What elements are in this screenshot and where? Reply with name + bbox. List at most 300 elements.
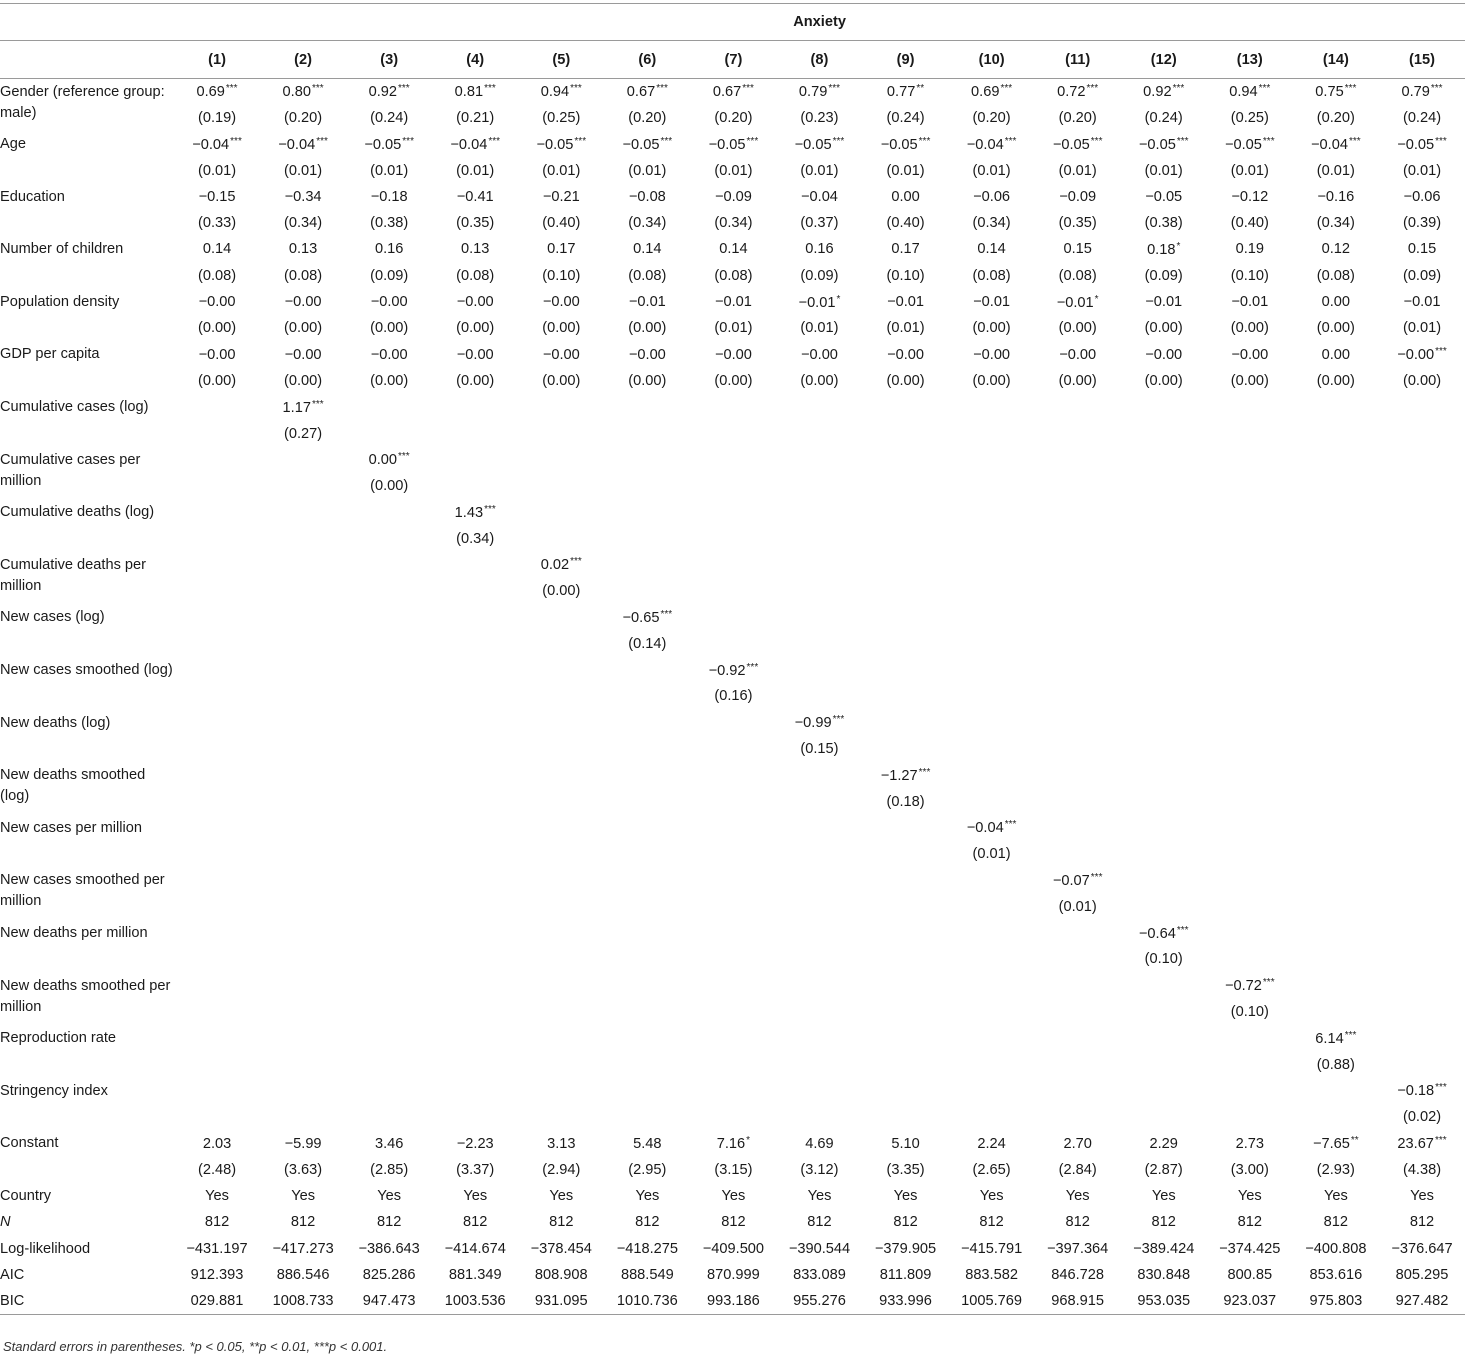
coefficient-cell: [690, 394, 776, 420]
standard-error-cell: [1379, 473, 1465, 499]
stat-value-cell: −390.544: [788, 1240, 851, 1257]
table-note: Standard errors in parentheses. *p < 0.05, **p < 0.01, ***p < 0.001.: [3, 1339, 388, 1354]
coefficient-cell: [174, 867, 260, 893]
coefficient-cell: [1207, 604, 1293, 630]
stat-value-cell: Yes: [1410, 1188, 1434, 1205]
coefficient-cell: [518, 394, 604, 420]
coef-value: −0.05: [364, 136, 402, 153]
significance-stars: **: [1350, 1135, 1359, 1147]
standard-error-cell: [949, 736, 1035, 762]
coefficient-cell: [432, 710, 518, 736]
coef-value: −0.05: [536, 136, 574, 153]
coef-value: −0.92: [708, 662, 746, 679]
standard-error-cell: (2.87): [1144, 1161, 1183, 1178]
significance-stars: ***: [1430, 83, 1443, 95]
coefficient-cell: [1293, 1025, 1379, 1051]
coefficient-cell: −0.15: [198, 188, 236, 205]
standard-error-cell: [518, 894, 604, 920]
coefficient-cell: [690, 762, 776, 788]
standard-error-cell: [863, 631, 949, 657]
standard-error-cell: [518, 420, 604, 446]
coefficient-cell: [690, 447, 776, 473]
standard-error-cell: [518, 683, 604, 709]
standard-error-cell: (0.40): [886, 215, 925, 232]
coefficient-cell: [1035, 1025, 1121, 1051]
coefficient-cell: [1121, 710, 1207, 736]
coefficient-cell: [1207, 762, 1293, 788]
coef-value: 0.81: [454, 84, 484, 101]
standard-error-cell: [604, 841, 690, 867]
coef-value: −0.64: [1138, 925, 1176, 942]
coefficient-cell: [432, 815, 518, 841]
standard-error-cell: [690, 1104, 776, 1130]
coefficient-cell: [604, 973, 690, 999]
coef-value: −0.05: [1138, 136, 1176, 153]
coefficient-cell: 4.69: [805, 1135, 834, 1152]
coef-value: −0.01: [798, 294, 836, 311]
standard-error-cell: [1379, 999, 1465, 1025]
coefficient-cell: 0.14: [977, 241, 1006, 258]
row-label: Reproduction rate: [0, 1030, 117, 1047]
standard-error-cell: [949, 1051, 1035, 1077]
standard-error-cell: [1207, 894, 1293, 920]
standard-error-cell: (0.00): [284, 372, 323, 389]
stat-value-cell: −397.364: [1047, 1240, 1109, 1257]
standard-error-cell: [604, 473, 690, 499]
stat-value-cell: 870.999: [707, 1267, 760, 1283]
standard-error-cell: [604, 683, 690, 709]
standard-error-cell: (0.10): [1230, 267, 1269, 284]
coefficient-cell: [1121, 920, 1207, 946]
coefficient-cell: [346, 499, 432, 525]
coefficient-cell: [776, 815, 862, 841]
standard-error-cell: [776, 1104, 862, 1130]
stat-value-cell: 955.276: [776, 1288, 862, 1314]
coefficient-cell: [346, 657, 432, 683]
coefficient-cell: [1379, 657, 1465, 683]
coef-value: 0.80: [282, 84, 311, 101]
standard-error-cell: [432, 631, 518, 657]
coef-value: 0.18: [1147, 241, 1176, 258]
coefficient-cell: [1207, 867, 1293, 893]
coefficient-cell: [432, 79, 518, 105]
table-row: [0, 131, 1465, 157]
standard-error-cell: [604, 1104, 690, 1130]
coefficient-cell: [1121, 236, 1207, 262]
coefficient-cell: [949, 499, 1035, 525]
coefficient-cell: −0.34: [284, 188, 322, 205]
coefficient-cell: [174, 552, 260, 578]
standard-error-cell: [260, 1051, 346, 1077]
coefficient-cell: [1207, 79, 1293, 105]
coefficient-cell: [260, 499, 346, 525]
coef-value: −0.04: [1311, 136, 1348, 153]
coefficient-cell: [863, 79, 949, 105]
coefficient-cell: [174, 710, 260, 736]
standard-error-cell: [346, 683, 432, 709]
standard-error-cell: [1379, 683, 1465, 709]
significance-stars: ***: [1090, 872, 1103, 884]
coefficient-cell: −5.99: [284, 1135, 322, 1152]
coefficient-cell: [776, 762, 862, 788]
coefficient-cell: [1035, 447, 1121, 473]
standard-error-cell: [1207, 683, 1293, 709]
stat-value-cell: −418.275: [616, 1240, 678, 1257]
coef-value: 0.67: [626, 84, 656, 101]
significance-stars: ***: [398, 451, 410, 463]
coefficient-cell: −0.00: [542, 346, 580, 363]
significance-stars: *: [1094, 293, 1099, 305]
coefficient-cell: [604, 394, 690, 420]
stat-value-cell: Yes: [1323, 1188, 1348, 1205]
standard-error-cell: [1293, 420, 1379, 446]
standard-error-row: [0, 736, 1465, 762]
standard-error-cell: (0.01): [714, 162, 753, 179]
column-header: (1): [174, 41, 260, 79]
coef-value: −0.05: [1052, 136, 1090, 153]
coefficient-cell: [174, 499, 260, 525]
standard-error-cell: (3.12): [800, 1161, 839, 1178]
standard-error-cell: (0.01): [1402, 162, 1442, 179]
standard-error-cell: (0.00): [542, 320, 581, 337]
standard-error-cell: (0.38): [370, 215, 409, 232]
significance-stars: ***: [746, 135, 759, 147]
standard-error-cell: (0.09): [800, 267, 839, 284]
coefficient-cell: [518, 499, 604, 525]
standard-error-cell: [346, 1051, 432, 1077]
coef-value: −0.18: [1397, 1083, 1435, 1100]
coefficient-cell: [1207, 710, 1293, 736]
standard-error-cell: [1121, 473, 1207, 499]
coefficient-cell: −0.41: [456, 188, 494, 205]
coef-value: −0.05: [708, 136, 746, 153]
coef-value: 0.79: [1401, 84, 1430, 101]
coefficient-cell: [1121, 552, 1207, 578]
coefficient-cell: [863, 973, 949, 999]
coefficient-cell: −0.09: [714, 188, 752, 205]
coefficient-cell: [260, 867, 346, 893]
coefficient-cell: [1035, 289, 1121, 315]
standard-error-cell: [1379, 894, 1465, 920]
significance-stars: ***: [1262, 135, 1275, 147]
standard-error-row: [0, 578, 1465, 604]
standard-error-cell: (0.00): [197, 320, 237, 337]
coefficient-cell: [1207, 394, 1293, 420]
significance-stars: ***: [1435, 135, 1447, 147]
coefficient-cell: 0.12: [1321, 241, 1351, 258]
coef-value: −1.27: [880, 767, 918, 784]
coefficient-cell: [518, 447, 604, 473]
standard-error-cell: [346, 789, 432, 815]
coefficient-cell: [518, 552, 604, 578]
coefficient-cell: [518, 920, 604, 946]
row-label: Education: [0, 188, 65, 205]
standard-error-row: [0, 368, 1465, 394]
stat-value-cell: 812: [1409, 1214, 1435, 1231]
coefficient-cell: [604, 447, 690, 473]
standard-error-cell: [260, 526, 346, 552]
coefficient-cell: [1379, 815, 1465, 841]
coefficient-cell: [863, 131, 949, 157]
coefficient-cell: [1379, 710, 1465, 736]
standard-error-cell: (0.01): [197, 162, 237, 179]
significance-stars: ***: [660, 135, 673, 147]
coefficient-cell: [690, 552, 776, 578]
coefficient-cell: 0.17: [891, 241, 920, 258]
stat-value-cell: 927.482: [1379, 1288, 1465, 1314]
standard-error-cell: (0.00): [972, 320, 1011, 337]
significance-stars: ***: [1262, 977, 1275, 989]
coefficient-cell: [1379, 1130, 1465, 1156]
coefficient-cell: [776, 867, 862, 893]
coefficient-cell: [346, 131, 432, 157]
standard-error-cell: (2.85): [370, 1161, 409, 1178]
standard-error-cell: [949, 631, 1035, 657]
stat-value-cell: Yes: [1151, 1188, 1176, 1205]
row-label: Number of children: [0, 241, 124, 258]
coefficient-cell: −0.16: [1317, 188, 1355, 205]
coefficient-cell: −0.01: [628, 294, 666, 311]
coefficient-cell: [346, 867, 432, 893]
standard-error-cell: [863, 1051, 949, 1077]
coefficient-cell: −0.00: [1231, 346, 1269, 363]
significance-stars: ***: [488, 135, 501, 147]
standard-error-cell: [1035, 1104, 1121, 1130]
coefficient-cell: [1293, 920, 1379, 946]
column-header: (13): [1207, 41, 1293, 79]
coefficient-cell: [260, 815, 346, 841]
coefficient-cell: [863, 447, 949, 473]
stat-value-cell: 923.037: [1207, 1288, 1293, 1314]
coefficient-cell: [1207, 1025, 1293, 1051]
coefficient-cell: [1035, 815, 1121, 841]
standard-error-cell: [1293, 526, 1379, 552]
table-row: [0, 289, 1465, 315]
standard-error-cell: [1293, 946, 1379, 972]
standard-error-cell: (0.00): [1144, 372, 1183, 389]
standard-error-cell: [776, 420, 862, 446]
coefficient-cell: [604, 1025, 690, 1051]
significance-stars: ***: [1176, 135, 1189, 147]
coef-value: −0.65: [622, 610, 660, 627]
standard-error-cell: (0.00): [1058, 372, 1097, 389]
coefficient-cell: [432, 447, 518, 473]
table-row: [0, 1025, 1465, 1051]
significance-stars: ***: [742, 83, 754, 95]
coefficient-cell: [604, 604, 690, 630]
standard-error-cell: [174, 526, 260, 552]
row-label: New cases smoothed per million: [0, 872, 165, 910]
coef-value: −0.04: [450, 136, 488, 153]
standard-error-cell: [260, 789, 346, 815]
coefficient-cell: [690, 499, 776, 525]
standard-error-cell: (0.08): [628, 267, 667, 284]
standard-error-cell: [1379, 841, 1465, 867]
coef-value: −7.65: [1312, 1136, 1350, 1153]
standard-error-cell: [1035, 631, 1121, 657]
standard-error-cell: [518, 841, 604, 867]
coefficient-cell: [346, 973, 432, 999]
standard-error-cell: [776, 894, 862, 920]
coefficient-cell: [1207, 499, 1293, 525]
standard-error-cell: (0.01): [1058, 898, 1097, 915]
coef-value: −0.04: [966, 820, 1004, 837]
coefficient-cell: [1379, 762, 1465, 788]
table-row: [0, 447, 1465, 473]
table-row: [0, 1078, 1465, 1104]
standard-error-cell: (0.20): [714, 109, 753, 126]
significance-stars: ***: [1435, 346, 1447, 358]
coefficient-cell: [174, 394, 260, 420]
coefficient-cell: −0.00: [198, 346, 236, 363]
standard-error-cell: (0.00): [628, 320, 667, 337]
standard-error-cell: [346, 894, 432, 920]
standard-error-cell: [1379, 736, 1465, 762]
table-row: [0, 1130, 1465, 1156]
coefficient-cell: −0.00: [1059, 346, 1097, 363]
significance-stars: ***: [402, 135, 414, 147]
coefficient-cell: [1207, 657, 1293, 683]
coefficient-cell: [518, 604, 604, 630]
standard-error-cell: [604, 526, 690, 552]
row-label: Cumulative cases per million: [0, 451, 141, 489]
standard-error-cell: (0.34): [284, 215, 323, 232]
standard-error-cell: [1207, 473, 1293, 499]
coefficient-cell: [863, 762, 949, 788]
standard-error-cell: [690, 841, 776, 867]
coef-value: 0.92: [368, 84, 398, 101]
coefficient-cell: 0.19: [1235, 241, 1264, 258]
stat-label: BIC: [0, 1288, 174, 1314]
standard-error-cell: [1035, 946, 1121, 972]
standard-error-cell: [1121, 526, 1207, 552]
standard-error-cell: [1293, 578, 1379, 604]
coefficient-cell: [776, 1078, 862, 1104]
standard-error-cell: [863, 473, 949, 499]
coefficient-cell: [690, 1078, 776, 1104]
standard-error-cell: [1035, 578, 1121, 604]
stat-value-cell: 808.908: [534, 1267, 588, 1283]
coefficient-cell: [949, 552, 1035, 578]
coefficient-cell: [776, 657, 862, 683]
coefficient-cell: [949, 815, 1035, 841]
significance-stars: ***: [1348, 135, 1361, 147]
standard-error-cell: [346, 736, 432, 762]
coefficient-cell: −0.00: [1145, 346, 1183, 363]
standard-error-cell: [1379, 578, 1465, 604]
stat-value-cell: −400.808: [1305, 1240, 1367, 1257]
standard-error-cell: [1379, 420, 1465, 446]
standard-error-cell: (0.88): [1316, 1056, 1355, 1073]
significance-stars: ***: [1090, 135, 1103, 147]
standard-error-cell: (0.20): [1316, 109, 1355, 126]
standard-error-cell: [776, 683, 862, 709]
standard-error-cell: (0.08): [284, 267, 323, 284]
coefficient-cell: [1379, 920, 1465, 946]
stat-value-cell: Yes: [807, 1188, 832, 1205]
standard-error-cell: (0.00): [628, 372, 667, 389]
standard-error-cell: [174, 631, 260, 657]
coefficient-cell: [1293, 762, 1379, 788]
coef-value: −0.04: [278, 136, 316, 153]
standard-error-cell: [949, 683, 1035, 709]
coefficient-cell: −0.00: [370, 346, 408, 363]
coefficient-cell: [1293, 499, 1379, 525]
significance-stars: ***: [918, 766, 931, 778]
standard-error-cell: [432, 1104, 518, 1130]
standard-error-row: [0, 841, 1465, 867]
coefficient-cell: [432, 762, 518, 788]
coef-value: −0.05: [1224, 136, 1262, 153]
coefficient-cell: [1121, 447, 1207, 473]
standard-error-cell: (0.00): [542, 583, 581, 600]
stat-value-cell: 1003.536: [432, 1288, 518, 1314]
table-body: [0, 79, 1465, 1315]
standard-error-cell: [1035, 473, 1121, 499]
coefficient-cell: [604, 657, 690, 683]
standard-error-cell: (0.00): [1058, 320, 1097, 337]
coefficient-cell: [1293, 710, 1379, 736]
significance-stars: ***: [832, 135, 845, 147]
coefficient-cell: −0.09: [1059, 188, 1097, 205]
significance-stars: ***: [316, 135, 328, 147]
standard-error-cell: [1121, 578, 1207, 604]
coefficient-cell: [776, 604, 862, 630]
row-label: New cases per million: [0, 819, 142, 836]
standard-error-cell: [174, 420, 260, 446]
standard-error-cell: (0.37): [800, 215, 839, 232]
coefficient-cell: [518, 657, 604, 683]
stat-value-cell: 029.881: [174, 1288, 260, 1314]
coefficient-cell: [260, 1025, 346, 1051]
coefficient-cell: [1121, 1025, 1207, 1051]
coefficient-cell: −0.06: [1403, 188, 1441, 205]
row-label: Cumulative deaths per million: [0, 556, 147, 594]
significance-stars: ***: [828, 83, 841, 95]
stat-value-cell: 812: [1237, 1214, 1262, 1231]
stat-value-cell: −409.500: [702, 1240, 765, 1257]
coef-value: −0.04: [966, 136, 1004, 153]
standard-error-cell: (0.10): [1230, 1004, 1269, 1021]
standard-error-cell: (0.09): [1144, 267, 1183, 284]
standard-error-cell: [949, 789, 1035, 815]
standard-error-cell: (0.01): [886, 162, 925, 179]
coef-value: 0.94: [540, 84, 570, 101]
coefficient-cell: [1293, 394, 1379, 420]
coef-value: −0.99: [794, 715, 832, 732]
standard-error-row: [0, 683, 1465, 709]
coefficient-cell: [776, 394, 862, 420]
stat-value-cell: Yes: [291, 1188, 315, 1205]
standard-error-cell: [346, 578, 432, 604]
standard-error-cell: [1035, 999, 1121, 1025]
coefficient-cell: −0.00: [284, 294, 322, 311]
standard-error-cell: (0.00): [456, 320, 495, 337]
significance-stars: ***: [1000, 83, 1013, 95]
standard-error-cell: [1379, 789, 1465, 815]
standard-error-cell: [949, 473, 1035, 499]
table-row: [0, 604, 1465, 630]
standard-error-cell: [174, 683, 260, 709]
standard-error-cell: [1293, 841, 1379, 867]
standard-error-cell: [1379, 946, 1465, 972]
coefficient-cell: [174, 1025, 260, 1051]
coefficient-cell: 0.00: [891, 188, 920, 205]
coefficient-cell: [690, 79, 776, 105]
standard-error-cell: [260, 999, 346, 1025]
coefficient-cell: [1035, 762, 1121, 788]
coefficient-cell: [1035, 79, 1121, 105]
